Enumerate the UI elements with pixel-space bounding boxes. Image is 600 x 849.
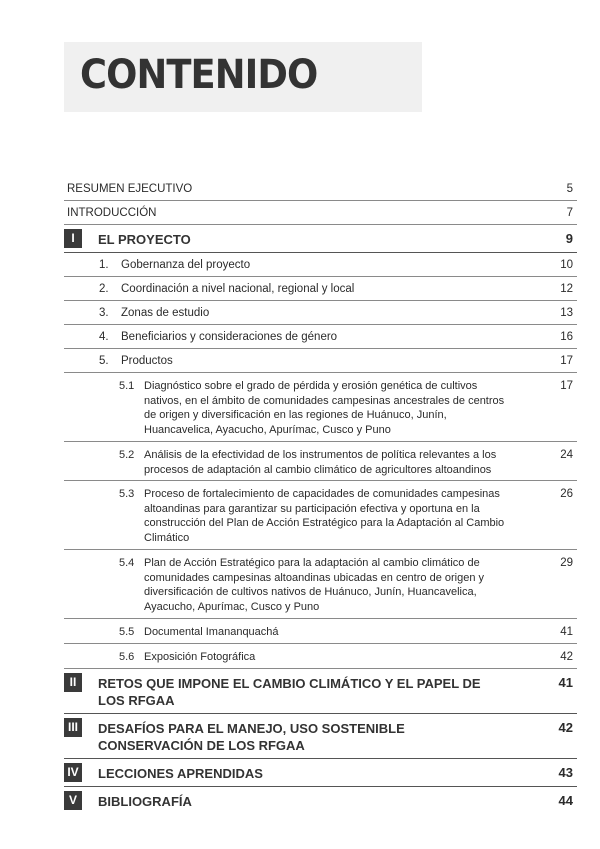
section-page: 44 xyxy=(558,793,573,808)
item-label: Productos xyxy=(121,355,173,367)
item-number: 5. xyxy=(99,355,109,367)
item-page: 12 xyxy=(560,283,573,295)
subitem-page: 41 xyxy=(560,626,573,638)
item-page: 17 xyxy=(560,355,573,367)
toc-row-introduccion[interactable] xyxy=(64,201,577,225)
toc-page: 7 xyxy=(566,207,573,219)
item-number: 2. xyxy=(99,283,109,295)
toc-subitem-5-6[interactable] xyxy=(64,644,577,669)
subitem-number: 5.4 xyxy=(119,557,135,569)
subitem-number: 5.6 xyxy=(119,651,135,663)
section-label: DESAFÍOS PARA EL MANEJO, USO SOSTENIBLE CONSERVACIÓN DE LOS RFGAA xyxy=(98,721,405,753)
section-page: 43 xyxy=(558,765,573,780)
item-label: Zonas de estudio xyxy=(121,307,210,319)
subitem-page: 29 xyxy=(560,557,573,569)
subitem-page: 42 xyxy=(560,651,573,663)
section-page: 41 xyxy=(558,675,573,690)
table-of-contents xyxy=(64,177,577,814)
item-label: Beneficiarios y consideraciones de género xyxy=(121,331,338,343)
section-page: 9 xyxy=(565,231,573,246)
section-label: LECCIONES APRENDIDAS xyxy=(98,766,263,781)
section-number: I xyxy=(64,229,82,248)
subitem-label: Exposición Fotográfica xyxy=(144,651,256,663)
item-number: 1. xyxy=(99,259,109,271)
item-number: 3. xyxy=(99,307,109,319)
toc-subitem-5-1[interactable] xyxy=(64,373,577,442)
section-label: RETOS QUE IMPONE EL CAMBIO CLIMÁTICO Y EL PAPEL DE LOS RFGAA xyxy=(98,676,481,708)
toc-section-v[interactable] xyxy=(64,787,577,814)
toc-section-iv[interactable] xyxy=(64,759,577,787)
toc-label: INTRODUCCIÓN xyxy=(67,207,157,219)
toc-item-4[interactable] xyxy=(64,325,577,349)
section-number: V xyxy=(64,791,82,810)
section-number: II xyxy=(64,673,82,692)
subitem-page: 17 xyxy=(560,380,573,392)
subitem-label: Documental Imananquachá xyxy=(144,626,279,638)
toc-item-5[interactable] xyxy=(64,349,577,373)
toc-row-resumen[interactable] xyxy=(64,177,577,201)
toc-subitem-5-2[interactable] xyxy=(64,442,577,481)
toc-label: RESUMEN EJECUTIVO xyxy=(67,183,193,195)
section-number: III xyxy=(64,718,82,737)
toc-item-1[interactable] xyxy=(64,253,577,277)
toc-item-3[interactable] xyxy=(64,301,577,325)
item-page: 16 xyxy=(560,331,573,343)
item-page: 13 xyxy=(560,307,573,319)
subitem-label: Análisis de la efectividad de los instrumentos de política relevantes a los procesos de adaptación al cambio climático de agricultores altoandinos xyxy=(144,449,497,476)
section-page: 42 xyxy=(558,720,573,735)
toc-section-ii[interactable] xyxy=(64,669,577,714)
subitem-number: 5.1 xyxy=(119,380,135,392)
toc-section-i[interactable] xyxy=(64,225,577,253)
subitem-page: 26 xyxy=(560,488,573,500)
item-page: 10 xyxy=(560,259,573,271)
subitem-label: Plan de Acción Estratégico para la adaptación al cambio climático de comunidades campesinas altoandinas ubicadas en centro de origen y diversificación de cultivos nativos de Huánuco, Junín, Huancavelica, Ayacucho, Apurímac, Cusco y Puno xyxy=(144,557,484,613)
subitem-number: 5.2 xyxy=(119,449,135,461)
toc-item-2[interactable] xyxy=(64,277,577,301)
item-number: 4. xyxy=(99,331,109,343)
section-number: IV xyxy=(64,763,82,782)
section-label: EL PROYECTO xyxy=(98,232,191,247)
toc-section-iii[interactable] xyxy=(64,714,577,759)
toc-subitem-5-3[interactable] xyxy=(64,481,577,550)
subitem-label: Proceso de fortalecimiento de capacidades de comunidades campesinas altoandinas para garantizar su participación efectiva y oportuna en la construcción del Plan de Acción Estratégico para la Adaptación al Cambio Climático xyxy=(144,488,505,544)
subitem-number: 5.3 xyxy=(119,488,135,500)
toc-page: 5 xyxy=(566,183,573,195)
subitem-number: 5.5 xyxy=(119,626,135,638)
item-label: Coordinación a nivel nacional, regional y local xyxy=(121,283,355,295)
page-title: CONTENIDO xyxy=(80,52,318,98)
subitem-label: Diagnóstico sobre el grado de pérdida y erosión genética de cultivos nativos, en el ámbito de comunidades campesinas ancestrales de centros de origen y diversificación en las regiones de Huánuco, Junín, Huancavelica, Ayacucho, Apurímac, Cusco y Puno xyxy=(144,380,505,436)
toc-subitem-5-4[interactable] xyxy=(64,550,577,619)
subitem-page: 24 xyxy=(560,449,573,461)
section-label: BIBLIOGRAFÍA xyxy=(98,794,192,809)
toc-subitem-5-5[interactable] xyxy=(64,619,577,644)
item-label: Gobernanza del proyecto xyxy=(121,259,251,271)
